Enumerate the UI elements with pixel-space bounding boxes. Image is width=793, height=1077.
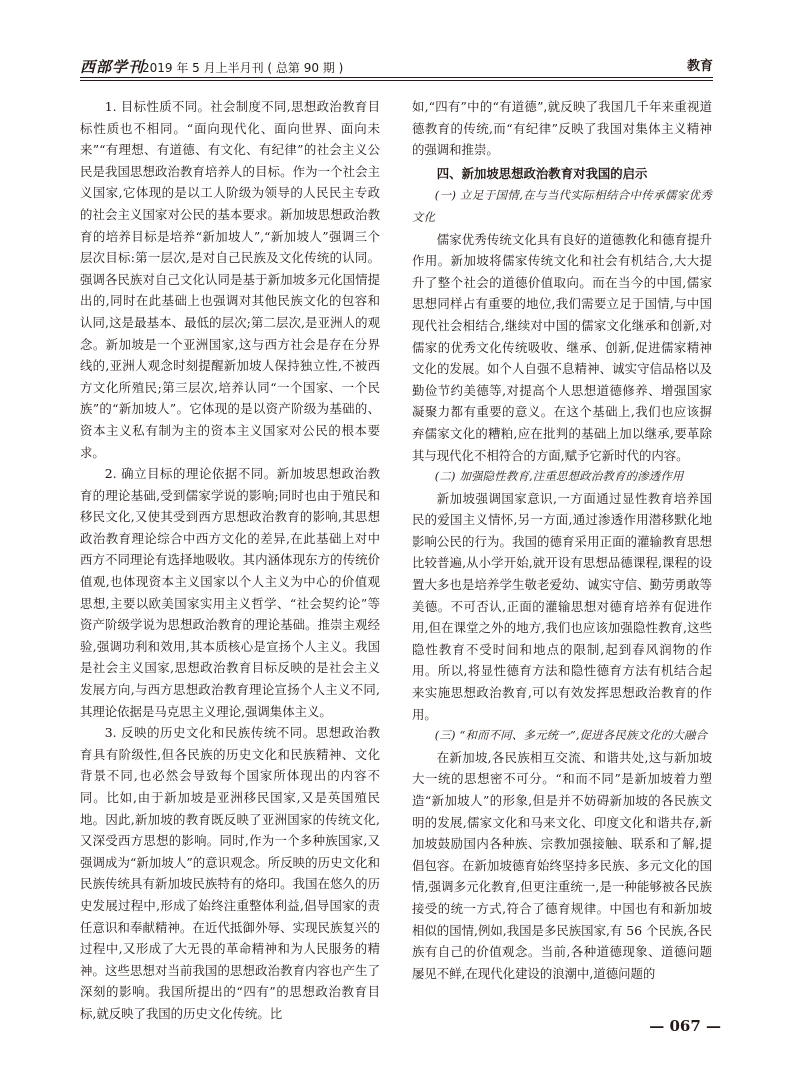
header-rule-top [80, 77, 713, 78]
page-header [0, 0, 793, 76]
subsection-heading: (三) “和而不同、多元统一”,促进各民族文化的大融合 [434, 728, 708, 743]
header-rule-bottom [80, 80, 713, 81]
paragraph: 儒家优秀传统文化具有良好的道德教化和德育提升作用。新加坡将儒家传统文化和社会有机结合,大大提升了整个社会的道德价值取向。而在当今的中国,儒家思想同样占有重要的地位,我们需要立足于国情,与中国现代社会相结合,继续对中国的儒家文化继承和创新,对儒家的优秀文化传统吸收、继承、创新,促进儒家精神文化的发展。如个人自强不息精神、诚实守信品格以及勤俭节约美德等,对提高个人思想道德修养、增强国家凝聚力都有重要的意义。在这个基础上,我们也应该摒弃儒家文化的糟粕,应在批判的基础上加以继承,要革除其与现代化不相符合的方面,赋予它新时代的内容。 [412, 231, 712, 463]
paragraph: 在新加坡,各民族相互交流、和谐共处,这与新加坡大一统的思想密不可分。“和而不同”是新加坡着力塑造“新加坡人”的形象,但是并不妨碍新加坡的各民族文明的发展,儒家文化和马来文化、印度文化和谐共存,新加坡鼓励国内各种族、宗教加强接触、联系和了解,提倡包容。在新加坡德育始终坚持多民族、多元文化的国情,强调多元化教育,但更注重统一,是一种能够被各民族接受的统一方式,符合了德育规律。中国也有和新加坡相似的国情,例如,我国是多民族国家,有 56 个民族,各民族有自己的价值观念。当前,各种道德现象、道德问题屡见不鲜,在现代化建设的浪潮中,道德问题的 [412, 749, 712, 981]
section-heading: 四、新加坡思想政治教育对我国的启示 [436, 165, 648, 181]
paragraph: 2. 确立目标的理论依据不同。新加坡思想政治教育的理论基础,受到儒家学说的影响;同时也由于殖民和移民文化,又使其受到西方思想政治教育的影响,其思想政治教育理论综合中西方文化的差异,在此基础上对中西方不同理论有选择地吸收。其内涵体现东方的传统价值观,也体现资本主义国家以个人主义为中心的价值观思想,主要以欧美国家实用主义哲学、“社会契约论”等资产阶级学说为思想政治教育的理论基础。推崇主观经验,强调功利和效用,其本质核心是宣扬个人主义。我国是社会主义国家,思想政治教育目标反映的是社会主义发展方向,与西方思想政治教育理论宣扬个人主义不同,其理论依据是马克思主义理论,强调集体主义。 [80, 466, 380, 719]
paragraph: 3. 反映的历史文化和民族传统不同。思想政治教育具有阶级性,但各民族的历史文化和民族精神、文化背景不同,也必然会导致每个国家所体现出的内容不同。比如,由于新加坡是亚洲移民国家,又是英国殖民地。因此,新加坡的教育既反映了亚洲国家的传统文化,又深受西方思想的影响。同时,作为一个多种族国家,又强调成为“新加坡人”的意识观念。所反映的历史文化和民族传统具有新加坡民族特有的烙印。我国在悠久的历史发展过程中,形成了始终注重整体利益,倡导国家的责任意识和奉献精神。在近代抵御外辱、实现民族复兴的过程中,又形成了大无畏的革命精神和为人民服务的精神。这些思想对当前我国的思想政治教育内容也产生了深刻的影响。我国所提出的“四有”的思想政治教育目标,就反映了我国的历史文化传统。比 [80, 725, 380, 1021]
paragraph: 如,“四有”中的“有道德”,就反映了我国几千年来重视道德教育的传统,而“有纪律”反映了我国对集体主义精神的强调和推崇。 [412, 99, 712, 158]
section-label: 教育 [686, 59, 713, 74]
left-column [80, 96, 380, 1025]
paragraph: 新加坡强调国家意识,一方面通过显性教育培养国民的爱国主义情怀,另一方面,通过渗透作用潜移默化地影响公民的行为。我国的德育采用正面的灌输教育思想比较普遍,从小学开始,就开设有思想品德课程,课程的设置大多也是培养学生敬老爱幼、诚实守信、勤劳勇敢等美德。不可否认,正面的灌输思想对德育培养有促进作用,但在课堂之外的地方,我们也应该加强隐性教育,这些隐性教育不受时间和地点的限制,起到春风润物的作用。所以,将显性德育方法和隐性德育方法有机结合起来实施思想政治教育,可以有效发挥思想政治教育的作用。 [412, 490, 712, 722]
journal-name: 西部学刊 [80, 58, 145, 76]
subsection-heading: (二) 加强隐性教育,注重思想政治教育的渗透作用 [434, 469, 684, 484]
subsection-heading: (一) 立足于国情,在与当代实际相结合中传承儒家优秀文化 [412, 188, 712, 224]
right-column [412, 96, 712, 984]
issue-info: 2019 年 5 月上半月刊 ( 总第 90 期 ) [142, 61, 344, 75]
paragraph: 1. 目标性质不同。社会制度不同,思想政治教育目标性质也不相同。“面向现代化、面向世界、面向未来”“有理想、有道德、有文化、有纪律”的社会主义公民是我国思想政治教育培养人的目标。作为一个社会主义国家,它体现的是以工人阶级为领导的人民民主专政的社会主义国家对公民的基本要求。新加坡思想政治教育的培养目标是培养“新加坡人”,“新加坡人”强调三个层次目标:第一层次,是对自己民族及文化传统的认同。强调各民族对自己文化认同是基于新加坡多元化国情提出的,同时在此基础上也强调对其他民族文化的包容和认同,这是最基本、最低的层次;第二层次,是亚洲人的观念。新加坡是一个亚洲国家,这与西方社会是存在分界线的,亚洲人观念时刻提醒新加坡人保持独立性,不被西方文化所殖民;第三层次,培养认同“一个国家、一个民族”的“新加坡人”。它体现的是以资产阶级为基础的、资本主义私有制为主的资本主义国家对公民的根本要求。 [80, 99, 380, 460]
page-number: — 067 — [649, 1017, 721, 1035]
